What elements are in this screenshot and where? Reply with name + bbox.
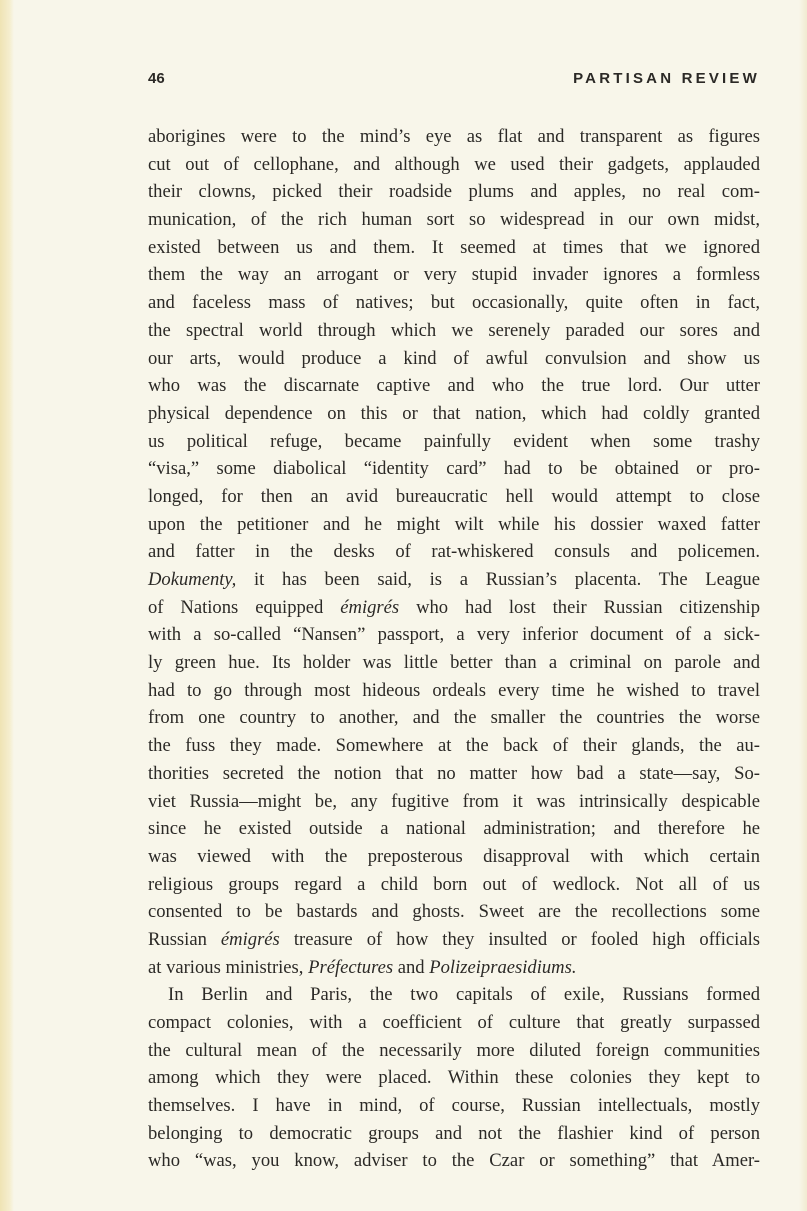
text-segment: of Nations equipped [148,596,341,618]
text-segment: among which they were placed. Within these colonies they kept to [148,1067,760,1089]
text-segment: Russian [148,928,221,950]
italic-text: émigrés [340,596,400,618]
text-line [148,981,760,1009]
text-segment: with a so-called “Nansen” passport, a very inferior document of a sick- [148,624,760,646]
text-segment: themselves. I have in mind, of course, Russian intellectuals, mostly [148,1095,760,1117]
text-segment: thorities secreted the notion that no matter how bad a state—say, So- [148,762,760,784]
text-line [148,621,760,649]
text-segment: our arts, would produce a kind of awful convulsion and show us [148,347,760,369]
text-line [148,345,760,373]
text-line [148,954,760,982]
text-line [148,234,760,262]
text-line [148,704,760,732]
text-line [148,926,760,954]
running-title: PARTISAN REVIEW [573,70,760,87]
text-line [148,261,760,289]
text-segment: at various ministries, [148,956,309,978]
text-segment: who had lost their Russian citizenship [399,596,760,618]
text-line [148,289,760,317]
text-line [148,732,760,760]
text-line [148,1064,760,1092]
text-line [148,123,760,151]
text-segment: ly green hue. Its holder was little better than a criminal on parole and [148,652,760,674]
text-line [148,511,760,539]
text-line [148,483,760,511]
italic-text: Dokumenty, [148,569,237,590]
text-segment: and faceless mass of natives; but occasionally, quite often in fact, [148,292,760,314]
text-segment: since he existed outside a national administration; and therefore he [148,818,760,840]
text-line [148,428,760,456]
text-segment: them the way an arrogant or very stupid invader ignores a formless [148,264,760,286]
italic-text: Préfectures [308,956,394,978]
text-segment: was viewed with the preposterous disapproval with which certain [148,845,760,867]
text-segment: physical dependence on this or that nation, which had coldly granted [148,402,760,424]
text-segment: us political refuge, became painfully evident when some trashy [148,430,760,452]
text-line [148,538,760,566]
text-segment: the fuss they made. Somewhere at the back of their glands, the au- [148,735,760,757]
text-segment: viet Russia—might be, any fugitive from it was intrinsically despicable [148,790,760,812]
text-line [148,566,760,594]
text-segment: the spectral world through which we serenely paraded our sores and [148,319,760,341]
text-segment: and fatter in the desks of rat-whiskered consuls and policemen. [148,541,760,563]
text-line [148,594,760,622]
text-line [148,372,760,400]
text-line [148,677,760,705]
text-line [148,649,760,677]
text-line [148,898,760,926]
text-line [148,788,760,816]
text-segment: munication, of the rich human sort so widespread in our own midst, [148,209,760,231]
body-text [148,123,760,1175]
text-segment: cut out of cellophane, and although we used their gadgets, applauded [148,153,760,175]
text-segment: the cultural mean of the necessarily more diluted foreign communities [148,1039,760,1061]
italic-text: émigrés [220,928,280,950]
text-segment: consented to be bastards and ghosts. Sweet are the recollections some [148,901,760,923]
page-right-edge [799,0,807,1211]
text-segment: who was the discarnate captive and who the true lord. Our utter [148,375,760,397]
text-segment: their clowns, picked their roadside plums and apples, no real com- [148,181,760,203]
text-line [148,1009,760,1037]
text-segment: treasure of how they insulted or fooled high officials [279,928,760,950]
text-segment: who “was, you know, adviser to the Czar or something” that Amer- [148,1150,760,1172]
text-line [148,760,760,788]
text-segment: belonging to democratic groups and not the flashier kind of person [148,1122,760,1144]
text-segment: had to go through most hideous ordeals every time he wished to travel [148,679,760,701]
text-line [148,206,760,234]
italic-text: Polizeipraesidiums. [429,956,577,978]
text-segment: it has been said, is a Russian’s placenta. The League [236,569,760,590]
text-segment: “visa,” some diabolical “identity card” had to be obtained or pro- [148,458,760,480]
page-left-edge [0,0,14,1211]
text-line [148,455,760,483]
text-line [148,843,760,871]
text-segment: religious groups regard a child born out of wedlock. Not all of us [148,873,760,895]
text-line [148,1120,760,1148]
running-header [148,70,760,94]
text-line [148,871,760,899]
text-line [148,1092,760,1120]
text-line [148,400,760,428]
text-segment: existed between us and them. It seemed at times that we ignored [148,236,760,258]
text-segment: aborigines were to the mind’s eye as flat and transparent as figures [148,126,760,147]
page-number: 46 [148,70,165,87]
text-line [148,151,760,179]
text-line [148,178,760,206]
text-line [148,317,760,345]
text-segment: and [393,956,430,978]
text-segment: from one country to another, and the smaller the countries the worse [148,707,760,729]
text-segment: compact colonies, with a coefficient of culture that greatly surpassed [148,1012,760,1033]
text-segment: longed, for then an avid bureaucratic hell would attempt to close [148,485,760,507]
text-line [148,1037,760,1065]
text-segment: In Berlin and Paris, the two capitals of exile, Russians formed [168,984,760,1006]
text-line [148,1147,760,1175]
text-line [148,815,760,843]
text-segment: upon the petitioner and he might wilt while his dossier waxed fatter [148,513,760,535]
